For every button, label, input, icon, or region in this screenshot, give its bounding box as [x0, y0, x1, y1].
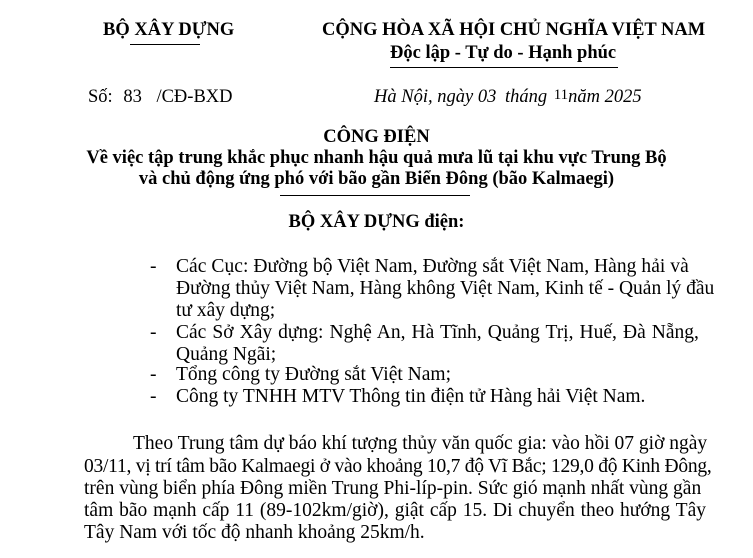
subject-line-2: và chủ động ứng phó với bão gần Biển Đông (bão Kalmaegi) — [138, 169, 615, 189]
document-number — [88, 87, 233, 108]
republic-name: CỘNG HÒA XÃ HỘI CHỦ NGHĨA VIỆT NAM — [322, 20, 706, 40]
recipient-2-line-2: Quảng Ngãi; — [176, 344, 277, 365]
paragraph-line-1: Theo Trung tâm dự báo khí tượng thủy văn quốc gia: vào hồi 07 giờ ngày — [133, 433, 708, 454]
place-date — [374, 87, 642, 108]
date-month: 11 — [553, 87, 569, 103]
recipient-3-line-1: Tổng công ty Đường sắt Việt Nam; — [176, 364, 451, 385]
paragraph-line-5: Tây Nam với tốc độ nhanh khoảng 25km/h. — [84, 522, 425, 543]
paragraph-line-4: tâm bão mạnh cấp 11 (89-102km/giờ), giật cấp 15. Di chuyển theo hướng Tây — [84, 500, 707, 521]
ministry-name: BỘ XÂY DỰNG — [103, 20, 235, 40]
subject-line-1: Về việc tập trung khắc phục nhanh hậu quả mưa lũ tại khu vực Trung Bộ — [86, 148, 667, 168]
list-bullet: - — [150, 256, 157, 277]
sender-line: BỘ XÂY DỰNG điện: — [288, 212, 465, 232]
motto-underline — [390, 67, 618, 68]
number-code: /CĐ-BXD — [156, 87, 233, 107]
paragraph-line-2: 03/11, vị trí tâm bão Kalmaegi ở vào khoảng 10,7 độ Vĩ Bắc; 129,0 độ Kinh Đông, — [84, 456, 712, 477]
list-bullet: - — [150, 364, 157, 385]
ministry-underline — [130, 44, 200, 45]
subject-underline — [280, 195, 470, 196]
list-bullet: - — [150, 386, 157, 407]
paragraph-line-3: trên vùng biển phía Đông miền Trung Phi-líp-pin. Sức gió mạnh nhất vùng gần — [84, 478, 702, 499]
date-year: năm 2025 — [568, 87, 642, 107]
recipient-4-line-1: Công ty TNHH MTV Thông tin điện tử Hàng hải Việt Nam. — [176, 386, 646, 407]
place-date-prefix: Hà Nội, ngày — [374, 87, 474, 107]
list-bullet: - — [150, 322, 157, 343]
date-day: 03 — [477, 87, 497, 107]
recipient-2-line-1: Các Sở Xây dựng: Nghệ An, Hà Tĩnh, Quảng Trị, Huế, Đà Nẵng, — [176, 322, 699, 343]
national-motto: Độc lập - Tự do - Hạnh phúc — [390, 43, 617, 63]
document-heading: CÔNG ĐIỆN — [323, 127, 430, 147]
recipient-1-line-3: tư xây dựng; — [176, 300, 276, 321]
number-value: 83 — [123, 87, 142, 107]
number-label: Số: — [88, 87, 113, 107]
recipient-1-line-2: Đường thủy Việt Nam, Hàng không Việt Nam, Kinh tế - Quản lý đầu — [176, 278, 715, 299]
month-label: tháng — [504, 87, 548, 107]
recipient-1-line-1: Các Cục: Đường bộ Việt Nam, Đường sắt Việt Nam, Hàng hải và — [176, 256, 689, 277]
